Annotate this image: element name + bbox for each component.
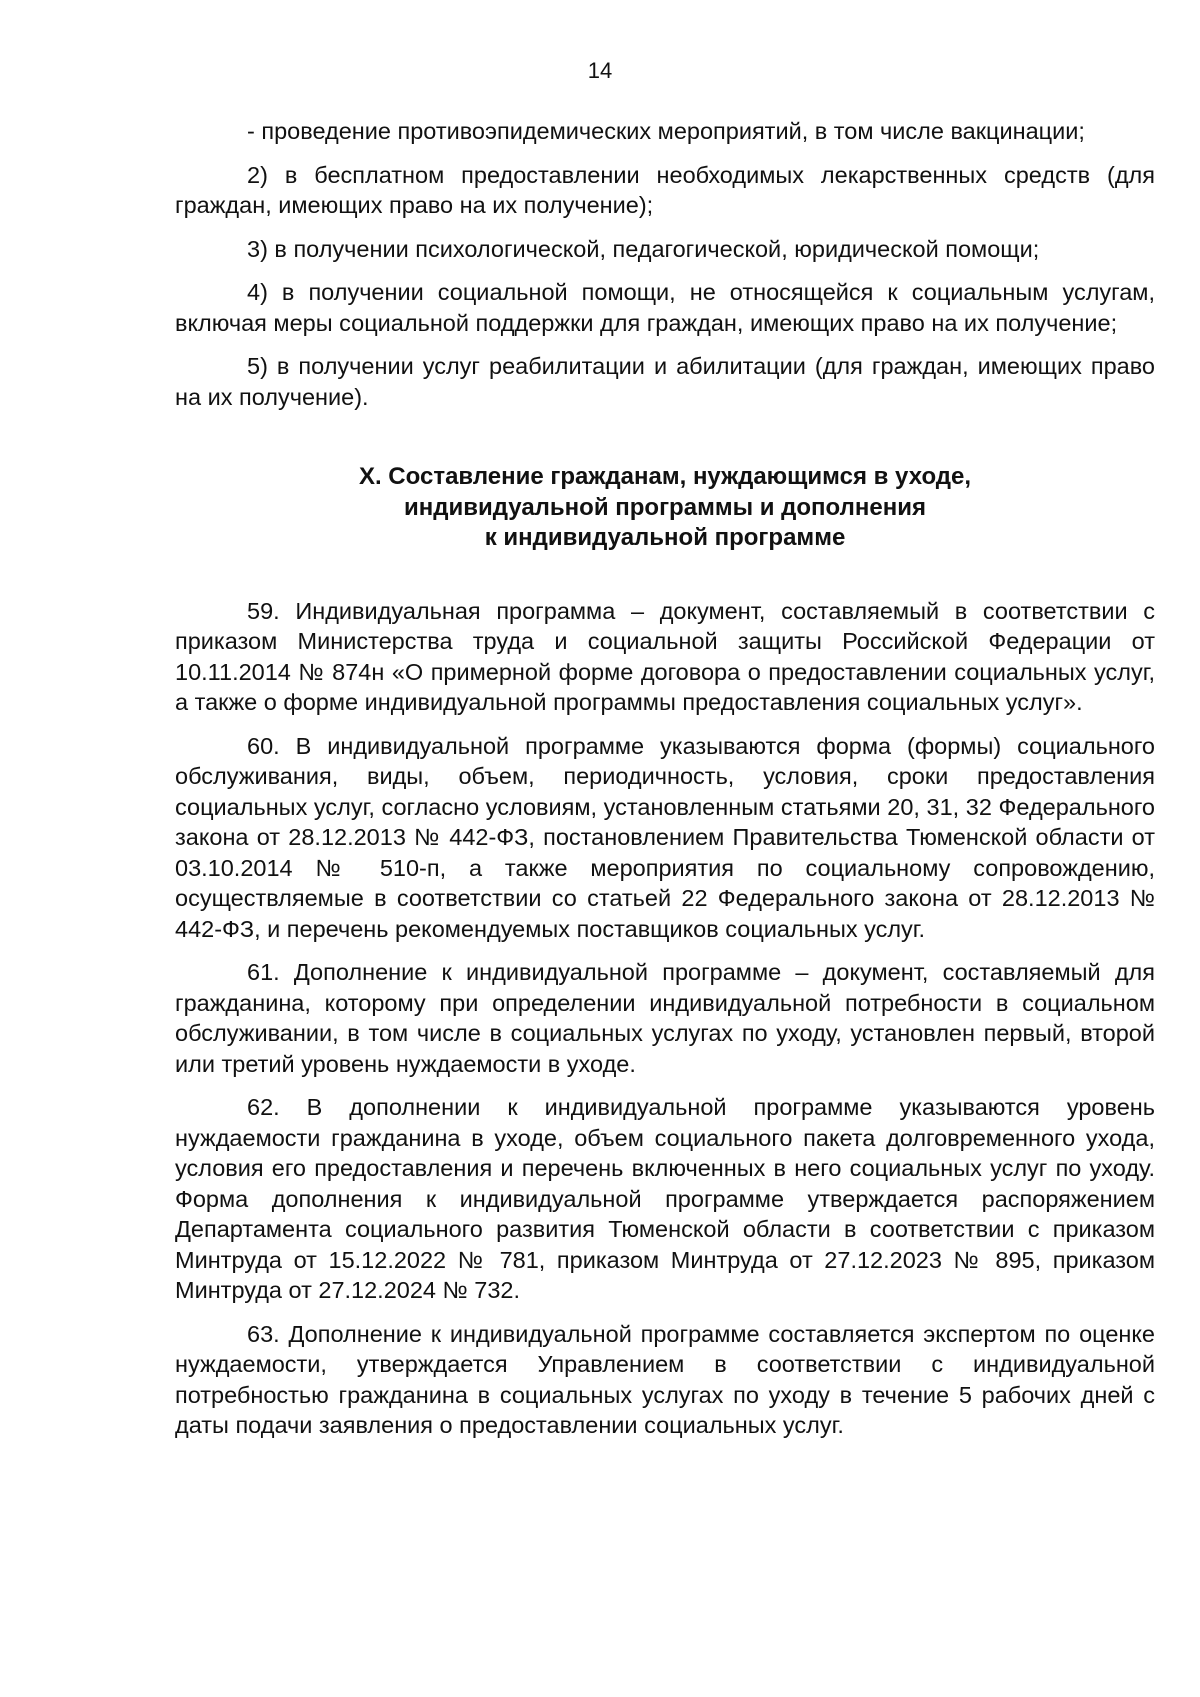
- paragraph-62: 62. В дополнении к индивидуальной программе указываются уровень нуждаемости гражданина в уходе, объем социального пакета долговременного ухода, условия его предоставления и перечень включенных в него социальных услуг по уходу. Форма дополнения к индивидуальной программе утверждается распоряжением Департамента социального развития Тюменской области в соответствии с приказом Минтруда от 15.12.2022 № 781, приказом Минтруда от 27.12.2023 № 895, приказом Минтруда от 27.12.2024 № 732.: [175, 1094, 1155, 1303]
- list-item: - проведение противоэпидемических мероприятий, в том числе вакцинации;: [247, 118, 1085, 144]
- list-item: 4) в получении социальной помощи, не относящейся к социальным услугам, включая меры социальной поддержки для граждан, имеющих право на их получение;: [175, 279, 1155, 336]
- paragraph-63: 63. Дополнение к индивидуальной программе составляется экспертом по оценке нуждаемости, утверждается Управлением в соответствии с индивидуальной потребностью гражданина в социальных услугах по уходу в течение 5 рабочих дней с даты подачи заявления о предоставлении социальных услуг.: [175, 1320, 1155, 1438]
- list-item: 3) в получении психологической, педагогической, юридической помощи;: [247, 235, 1040, 262]
- document-body: [175, 116, 1155, 1454]
- section-heading-line: индивидуальной программы и дополнения: [404, 493, 926, 521]
- section-heading-line: X. Составление гражданам, нуждающимся в уходе,: [358, 463, 972, 490]
- list-item: 2) в бесплатном предоставлении необходимых лекарственных средств (для граждан, имеющих право на их получение);: [175, 161, 1155, 218]
- numbered-paragraphs: [175, 596, 1155, 1441]
- paragraph-59: 59. Индивидуальная программа – документ, составляемый в соответствии с приказом Министерства труда и социальной защиты Российской Федерации от 10.11.2014 № 874н «О примерной форме договора о предоставлении социальных услуг, а также о форме индивидуальной программы предоставления социальных услуг».: [175, 597, 1155, 715]
- section-heading-line: к индивидуальной программе: [484, 524, 846, 551]
- paragraph-60: 60. В индивидуальной программе указываются форма (формы) социального обслуживания, виды, объем, периодичность, условия, сроки предоставления социальных услуг, согласно условиям, установленным статьями 20, 31, 32 Федерального закона от 28.12.2013 № 442-ФЗ, постановлением Правительства Тюменской области от 03.10.2014 № 510-п, а также мероприятия по социальному сопровождению, осуществляемые в соответствии со статьей 22 Федерального закона от 28.12.2013 № 442-ФЗ, и перечень рекомендуемых поставщиков социальных услуг.: [175, 732, 1155, 942]
- paragraph-61: 61. Дополнение к индивидуальной программе – документ, составляемый для гражданина, которому при определении индивидуальной потребности в социальном обслуживании, в том числе в социальных услугах по уходу, установлен первый, второй или третий уровень нуждаемости в уходе.: [175, 959, 1155, 1077]
- list-item: 5) в получении услуг реабилитации и абилитации (для граждан, имеющих право на их получение).: [175, 353, 1155, 410]
- page-number: 14: [587, 58, 613, 83]
- section-heading: [175, 462, 1155, 554]
